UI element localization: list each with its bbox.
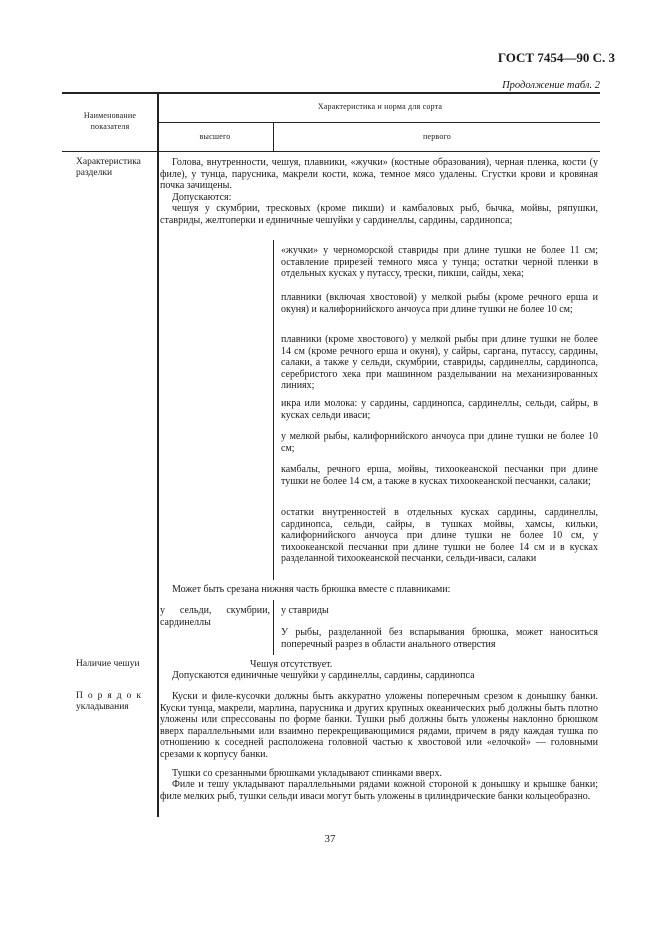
belly-column-rule: [273, 600, 274, 655]
packing-text-2: Тушки со срезанными брюшками укладывают спинками вверх.: [172, 768, 443, 779]
row-label-packing-line-2: укладывания: [76, 702, 129, 712]
first-grade-item-6: камбалы, речного ерша, мойвы, тихоокеанской песчанки при длине тушки не более 14 см, а также в кусках тихоокеанской песчанки, салаки;: [281, 464, 598, 487]
first-grade-item-2: плавники (включая хвостовой) у мелкой рыбы (кроме речного ерша и окуня) и калифорнийского анчоуса при длине тушки не более 10 см;: [281, 292, 598, 315]
header-bottom-border: [62, 151, 600, 152]
table-column-divider: [157, 92, 159, 817]
scales-text-2: Допускаются единичные чешуйки у сардинеллы, сардины, сардинопса: [172, 670, 475, 681]
packing-text-3: Филе и тешу укладывают параллельными рядами кожной стороной к донышку и крышке банки; филе мелких рыб, тушки сельди иваси могут быть уложены в цилиндрические банки кольцеобразно.: [160, 779, 598, 802]
page-number: 37: [324, 833, 336, 845]
belly-first-grade-1: у ставриды: [281, 605, 329, 616]
header-grade-divider: [273, 122, 274, 151]
header-grade-first: первого: [422, 132, 452, 141]
scales-text-1: Чешуя отсутствует.: [250, 659, 333, 670]
header-grade-top: высшего: [199, 132, 231, 141]
row-label-packing-line-1: Порядок: [76, 691, 146, 701]
header-indicator: Наименование показателя: [83, 111, 137, 131]
table-top-border: [62, 92, 600, 94]
table-continuation-label: Продолжение табл. 2: [502, 80, 600, 91]
cutting-allowed-common: чешуя у скумбрии, тресковых (кроме пикши) и камбаловых рыб, бычка, мойвы, ряпушки, ставриды, желтоперки и единичные чешуйки у сардинеллы, сардины, сардинопса;: [160, 203, 598, 226]
first-grade-item-4: икра или молока: у сардины, сардинопса, сардинеллы, сельди, сайры, в кусках сельди иваси;: [281, 398, 598, 421]
belly-first-grade-2: У рыбы, разделанной без вспарывания брюшка, может наноситься поперечный разрез в области анального отверстия: [281, 627, 598, 650]
header-subdivider: [158, 122, 600, 123]
first-grade-item-1: «жучки» у черноморской ставриды при длине тушки не более 11 см; оставление прирезей темного мяса у тунца; остатки черной пленки в отдельных кусках у путассу, трески, пикши, сайды, хека;: [281, 245, 598, 280]
belly-top-grade: у сельди, скумбрии, сардинеллы: [160, 605, 270, 628]
cutting-allowed-heading: Допускаются:: [172, 192, 232, 203]
header-characteristic: Характеристика и норма для сорта: [317, 102, 443, 111]
cutting-main-text: Голова, внутренности, чешуя, плавники, «жучки» (костные образования), черная пленка, кости (у филе), у тунца, парусника, макрели кости, кожа, темное мясо удалены. Сгустки крови и кровяная почка зачищены.: [160, 157, 598, 192]
row-label-scales: Наличие чешуи: [76, 659, 140, 669]
row-label-cutting: Характеристика разделки: [76, 157, 141, 178]
first-grade-item-5: у мелкой рыбы, калифорнийского анчоуса при длине тушки не более 10 см;: [281, 431, 598, 454]
first-grade-item-3: плавники (кроме хвостового) у мелкой рыбы при длине тушки не более 14 см (кроме речного ерша и окуня), у сайры, саргана, путассу, сардины, салаки, а также у сельди, скумбрии, ставриды, сардинеллы, сардинопса, серебристого хека при машинном разделывании на механизированных линиях;: [281, 334, 598, 392]
row-label-packing: [76, 691, 156, 713]
standard-header: ГОСТ 7454—90 С. 3: [497, 50, 615, 65]
first-grade-item-7: остатки внутренностей в отдельных кусках сардины, сардинеллы, сардинопса, сельди, сайры, в тушках мойвы, хамсы, кильки, калифорнийского анчоуса при длине тушки не более 10 см, у тихоокеанской песчанки при длине тушки не более 14 см и в кусках разделанной тихоокеанской песчанки, сельди-иваси, салаки: [281, 507, 598, 565]
first-grade-column-rule: [273, 240, 274, 580]
packing-text-1: Куски и филе-кусочки должны быть аккуратно уложены поперечным срезом к донышку банки. Куски тунца, макрели, марлина, парусника и других крупных океанических рыб должны быть плотно уложены или спрессованы по форме банки. Тушки рыб должны быть уложены наклонно брюшком вверх параллельными или взаимно перекрещивающимися рядами, причем в ряду каждая тушка по отношению к соседней расположена головной частью к хвостовой или «елочкой» — головными срезами к корпусу банки.: [160, 691, 598, 760]
belly-cut-text: Может быть срезана нижняя часть брюшка вместе с плавниками:: [172, 584, 451, 595]
